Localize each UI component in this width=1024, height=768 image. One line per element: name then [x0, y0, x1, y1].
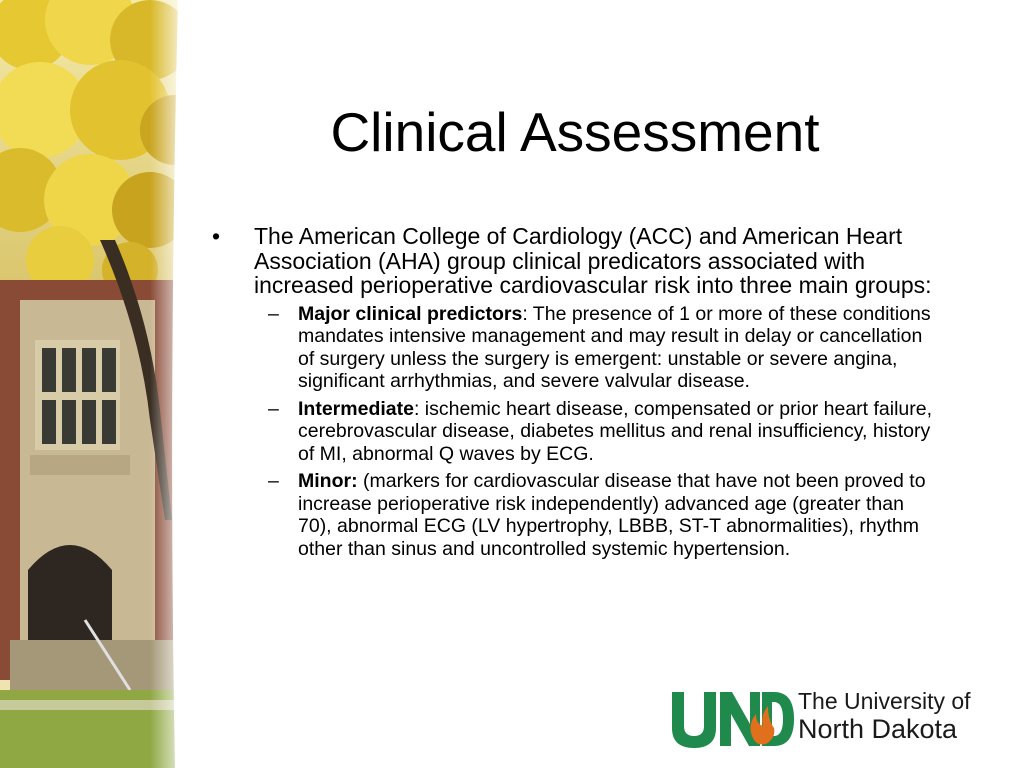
logo-wordmark: [798, 688, 998, 744]
minor-label: Minor:: [298, 470, 358, 492]
sub-bullet-minor: [212, 470, 942, 560]
dash-mark: –: [268, 470, 279, 492]
campus-photo-illustration: [0, 0, 215, 768]
sub-bullet-major: [212, 303, 942, 393]
campus-photo: [0, 0, 215, 768]
logo-line2: North Dakota: [798, 714, 958, 744]
main-bullet-text: The American College of Cardiology (ACC) and American Heart Association (AHA) group clinical predicators associated with increased perioperative cardiovascular risk into three main groups:: [254, 223, 932, 298]
sub-bullet-intermediate: [212, 398, 942, 466]
dash-mark: –: [268, 397, 279, 420]
und-logo: [670, 688, 1000, 750]
major-label: Major clinical predictors: [298, 302, 523, 325]
major-text: : The presence of 1 or more of these conditions mandates intensive management and may result in delay or cancellation of surgery unless the surgery is emergent: unstable or severe angina, significant arrhythmias, and severe valvular disease.: [298, 302, 931, 392]
minor-text: (markers for cardiovascular disease that have not been proved to increase perioperative risk independently) advanced age (greater than 70), abnormal ECG (LV hypertrophy, LBBB, ST-T abnormalities), rhythm other than sinus and uncontrolled systemic hypertension.: [298, 470, 926, 560]
bullet-mark: •: [212, 223, 221, 249]
slide-body: [212, 224, 942, 565]
sub-bullet-list: [212, 303, 942, 561]
intermediate-text: : ischemic heart disease, compensated or prior heart failure, cerebrovascular disease, diabetes mellitus and renal insufficiency, history of MI, abnormal Q waves by ECG.: [298, 397, 933, 465]
logo-line1: The University of: [798, 688, 971, 714]
dash-mark: –: [268, 302, 279, 325]
slide-title: Clinical Assessment: [330, 101, 820, 163]
und-logo-mark: [670, 688, 795, 750]
main-bullet: [212, 224, 942, 298]
intermediate-label: Intermediate: [298, 397, 414, 420]
